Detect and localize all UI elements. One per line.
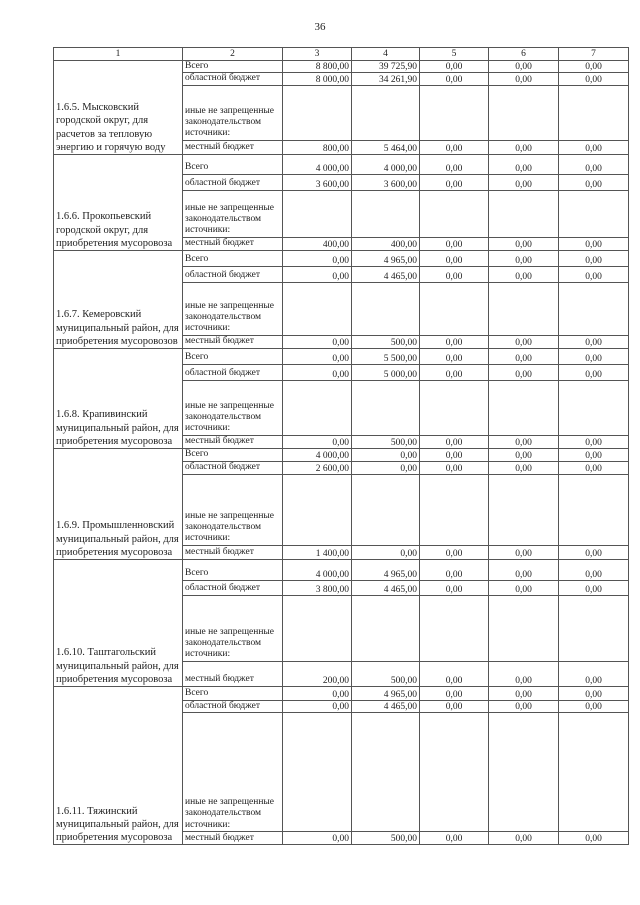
amount-cell: 0,00 <box>283 335 352 348</box>
funding-source-cell: Всего <box>183 154 283 174</box>
amount-cell: 0,00 <box>489 154 559 174</box>
funding-source-cell: местный бюджет <box>183 140 283 154</box>
amount-cell <box>352 282 420 335</box>
amount-cell: 4 965,00 <box>352 686 420 700</box>
amount-cell <box>352 380 420 435</box>
amount-cell <box>283 713 352 832</box>
amount-cell: 0,00 <box>559 559 629 580</box>
amount-cell: 0,00 <box>559 266 629 282</box>
amount-cell: 0,00 <box>559 237 629 250</box>
amount-cell: 500,00 <box>352 661 420 686</box>
amount-cell: 0,00 <box>489 545 559 559</box>
amount-cell: 800,00 <box>283 140 352 154</box>
funding-source-cell: областной бюджет <box>183 73 283 85</box>
amount-cell: 39 725,90 <box>352 61 420 73</box>
funding-source-cell: Всего <box>183 686 283 700</box>
amount-cell <box>283 595 352 661</box>
amount-cell <box>489 380 559 435</box>
program-name-cell: 1.6.10. Таштагольский муниципальный район, для приобретения мусоровоза <box>54 559 183 686</box>
amount-cell <box>352 713 420 832</box>
amount-cell: 0,00 <box>489 580 559 595</box>
amount-cell: 4 000,00 <box>283 448 352 461</box>
amount-cell: 0,00 <box>559 348 629 364</box>
funding-source-cell: иные не запрещенные законодательством источники: <box>183 713 283 832</box>
amount-cell: 0,00 <box>559 435 629 448</box>
amount-cell: 0,00 <box>283 250 352 266</box>
column-header: 2 <box>183 48 283 61</box>
funding-source-cell: иные не запрещенные законодательством источники: <box>183 595 283 661</box>
funding-source-cell: Всего <box>183 250 283 266</box>
amount-cell: 4 000,00 <box>352 154 420 174</box>
amount-cell: 4 465,00 <box>352 700 420 712</box>
amount-cell <box>352 595 420 661</box>
funding-source-cell: местный бюджет <box>183 832 283 845</box>
program-name-cell: 1.6.5. Мысковский городской округ, для расчетов за тепловую энергию и горячую воду <box>54 61 183 155</box>
amount-cell <box>559 474 629 545</box>
amount-cell: 0,00 <box>489 461 559 474</box>
amount-cell: 0,00 <box>420 250 489 266</box>
amount-cell: 400,00 <box>352 237 420 250</box>
amount-cell: 0,00 <box>559 73 629 85</box>
amount-cell: 4 965,00 <box>352 559 420 580</box>
amount-cell: 8 800,00 <box>283 61 352 73</box>
table-row <box>54 348 629 364</box>
amount-cell <box>352 85 420 140</box>
amount-cell: 0,00 <box>489 250 559 266</box>
amount-cell: 0,00 <box>559 580 629 595</box>
amount-cell <box>559 85 629 140</box>
column-header: 3 <box>283 48 352 61</box>
amount-cell: 0,00 <box>489 448 559 461</box>
amount-cell: 500,00 <box>352 832 420 845</box>
amount-cell <box>489 474 559 545</box>
amount-cell <box>559 190 629 237</box>
amount-cell <box>420 713 489 832</box>
amount-cell: 5 500,00 <box>352 348 420 364</box>
amount-cell <box>559 713 629 832</box>
amount-cell <box>352 474 420 545</box>
table-row <box>54 686 629 700</box>
amount-cell: 0,00 <box>489 61 559 73</box>
amount-cell: 0,00 <box>559 140 629 154</box>
column-header: 6 <box>489 48 559 61</box>
amount-cell: 0,00 <box>420 61 489 73</box>
amount-cell <box>420 190 489 237</box>
amount-cell: 500,00 <box>352 335 420 348</box>
amount-cell <box>489 85 559 140</box>
amount-cell <box>283 282 352 335</box>
amount-cell: 0,00 <box>283 686 352 700</box>
amount-cell: 0,00 <box>489 364 559 380</box>
amount-cell: 0,00 <box>283 832 352 845</box>
amount-cell <box>420 282 489 335</box>
amount-cell: 0,00 <box>420 559 489 580</box>
amount-cell: 0,00 <box>420 661 489 686</box>
program-name-cell: 1.6.6. Прокопьевский городской округ, для приобретения мусоровоза <box>54 154 183 250</box>
amount-cell: 0,00 <box>283 348 352 364</box>
amount-cell <box>489 190 559 237</box>
amount-cell: 0,00 <box>559 364 629 380</box>
amount-cell: 5 464,00 <box>352 140 420 154</box>
amount-cell: 0,00 <box>283 364 352 380</box>
amount-cell: 4 965,00 <box>352 250 420 266</box>
column-header: 7 <box>559 48 629 61</box>
amount-cell: 0,00 <box>420 448 489 461</box>
amount-cell: 0,00 <box>489 700 559 712</box>
funding-source-cell: местный бюджет <box>183 237 283 250</box>
funding-source-cell: Всего <box>183 559 283 580</box>
amount-cell <box>352 190 420 237</box>
amount-cell: 0,00 <box>559 686 629 700</box>
funding-source-cell: областной бюджет <box>183 364 283 380</box>
amount-cell: 0,00 <box>489 174 559 190</box>
amount-cell: 0,00 <box>420 174 489 190</box>
funding-source-cell: Всего <box>183 348 283 364</box>
column-header: 4 <box>352 48 420 61</box>
amount-cell <box>420 85 489 140</box>
amount-cell <box>283 474 352 545</box>
amount-cell: 34 261,90 <box>352 73 420 85</box>
budget-table <box>53 47 629 845</box>
table-row <box>54 61 629 73</box>
amount-cell: 0,00 <box>420 686 489 700</box>
funding-source-cell: местный бюджет <box>183 545 283 559</box>
amount-cell: 0,00 <box>559 448 629 461</box>
funding-source-cell: иные не запрещенные законодательством источники: <box>183 474 283 545</box>
funding-source-cell: местный бюджет <box>183 435 283 448</box>
amount-cell: 0,00 <box>559 700 629 712</box>
funding-source-cell: местный бюджет <box>183 661 283 686</box>
amount-cell: 4 000,00 <box>283 559 352 580</box>
column-header: 5 <box>420 48 489 61</box>
amount-cell <box>489 282 559 335</box>
funding-source-cell: Всего <box>183 61 283 73</box>
amount-cell: 0,00 <box>559 174 629 190</box>
amount-cell: 500,00 <box>352 435 420 448</box>
amount-cell: 0,00 <box>489 348 559 364</box>
amount-cell: 4 000,00 <box>283 154 352 174</box>
column-header: 1 <box>54 48 183 61</box>
amount-cell: 0,00 <box>420 266 489 282</box>
amount-cell: 0,00 <box>489 686 559 700</box>
amount-cell: 0,00 <box>420 140 489 154</box>
amount-cell: 200,00 <box>283 661 352 686</box>
amount-cell <box>420 474 489 545</box>
table-row <box>54 448 629 461</box>
program-name-cell: 1.6.9. Промышленновский муниципальный район, для приобретения мусоровоза <box>54 448 183 559</box>
amount-cell: 0,00 <box>352 448 420 461</box>
funding-source-cell: иные не запрещенные законодательством источники: <box>183 190 283 237</box>
amount-cell: 0,00 <box>420 700 489 712</box>
amount-cell <box>489 713 559 832</box>
amount-cell: 0,00 <box>420 435 489 448</box>
amount-cell: 0,00 <box>420 335 489 348</box>
amount-cell: 0,00 <box>559 461 629 474</box>
amount-cell: 0,00 <box>420 348 489 364</box>
amount-cell <box>489 595 559 661</box>
funding-source-cell: местный бюджет <box>183 335 283 348</box>
amount-cell: 0,00 <box>489 335 559 348</box>
amount-cell: 0,00 <box>559 61 629 73</box>
amount-cell: 0,00 <box>420 73 489 85</box>
amount-cell: 0,00 <box>420 237 489 250</box>
amount-cell <box>283 85 352 140</box>
funding-source-cell: иные не запрещенные законодательством источники: <box>183 282 283 335</box>
amount-cell: 0,00 <box>489 661 559 686</box>
amount-cell <box>559 282 629 335</box>
amount-cell: 0,00 <box>489 73 559 85</box>
funding-source-cell: областной бюджет <box>183 461 283 474</box>
amount-cell: 0,00 <box>283 266 352 282</box>
amount-cell: 0,00 <box>489 266 559 282</box>
amount-cell: 0,00 <box>489 435 559 448</box>
funding-source-cell: областной бюджет <box>183 174 283 190</box>
table-row <box>54 250 629 266</box>
amount-cell: 3 800,00 <box>283 580 352 595</box>
amount-cell: 2 600,00 <box>283 461 352 474</box>
amount-cell: 0,00 <box>559 154 629 174</box>
amount-cell: 0,00 <box>420 154 489 174</box>
amount-cell: 0,00 <box>559 335 629 348</box>
funding-source-cell: областной бюджет <box>183 700 283 712</box>
table-row <box>54 154 629 174</box>
amount-cell <box>559 595 629 661</box>
amount-cell <box>283 380 352 435</box>
amount-cell: 0,00 <box>489 559 559 580</box>
amount-cell: 0,00 <box>283 700 352 712</box>
amount-cell <box>283 190 352 237</box>
amount-cell: 0,00 <box>420 545 489 559</box>
program-name-cell: 1.6.11. Тяжинский муниципальный район, для приобретения мусоровоза <box>54 686 183 844</box>
amount-cell: 0,00 <box>420 832 489 845</box>
amount-cell: 0,00 <box>559 250 629 266</box>
amount-cell: 1 400,00 <box>283 545 352 559</box>
amount-cell: 5 000,00 <box>352 364 420 380</box>
amount-cell: 0,00 <box>559 545 629 559</box>
amount-cell: 8 000,00 <box>283 73 352 85</box>
amount-cell: 400,00 <box>283 237 352 250</box>
amount-cell: 0,00 <box>352 461 420 474</box>
amount-cell <box>420 380 489 435</box>
amount-cell <box>420 595 489 661</box>
funding-source-cell: областной бюджет <box>183 580 283 595</box>
funding-source-cell: Всего <box>183 448 283 461</box>
amount-cell: 0,00 <box>489 832 559 845</box>
amount-cell: 0,00 <box>559 832 629 845</box>
amount-cell: 0,00 <box>559 661 629 686</box>
amount-cell: 3 600,00 <box>352 174 420 190</box>
table-row <box>54 559 629 580</box>
amount-cell: 4 465,00 <box>352 580 420 595</box>
page-number: 36 <box>314 21 326 33</box>
header-row <box>54 48 629 61</box>
amount-cell <box>559 380 629 435</box>
funding-source-cell: областной бюджет <box>183 266 283 282</box>
program-name-cell: 1.6.8. Крапивинский муниципальный район, для приобретения мусоровоза <box>54 348 183 448</box>
funding-source-cell: иные не запрещенные законодательством источники: <box>183 380 283 435</box>
amount-cell: 0,00 <box>420 580 489 595</box>
amount-cell: 0,00 <box>489 140 559 154</box>
amount-cell: 0,00 <box>283 435 352 448</box>
amount-cell: 0,00 <box>352 545 420 559</box>
funding-source-cell: иные не запрещенные законодательством источники: <box>183 85 283 140</box>
amount-cell: 0,00 <box>489 237 559 250</box>
amount-cell: 0,00 <box>420 461 489 474</box>
program-name-cell: 1.6.7. Кемеровский муниципальный район, для приобретения мусоровозов <box>54 250 183 348</box>
amount-cell: 0,00 <box>420 364 489 380</box>
amount-cell: 4 465,00 <box>352 266 420 282</box>
amount-cell: 3 600,00 <box>283 174 352 190</box>
